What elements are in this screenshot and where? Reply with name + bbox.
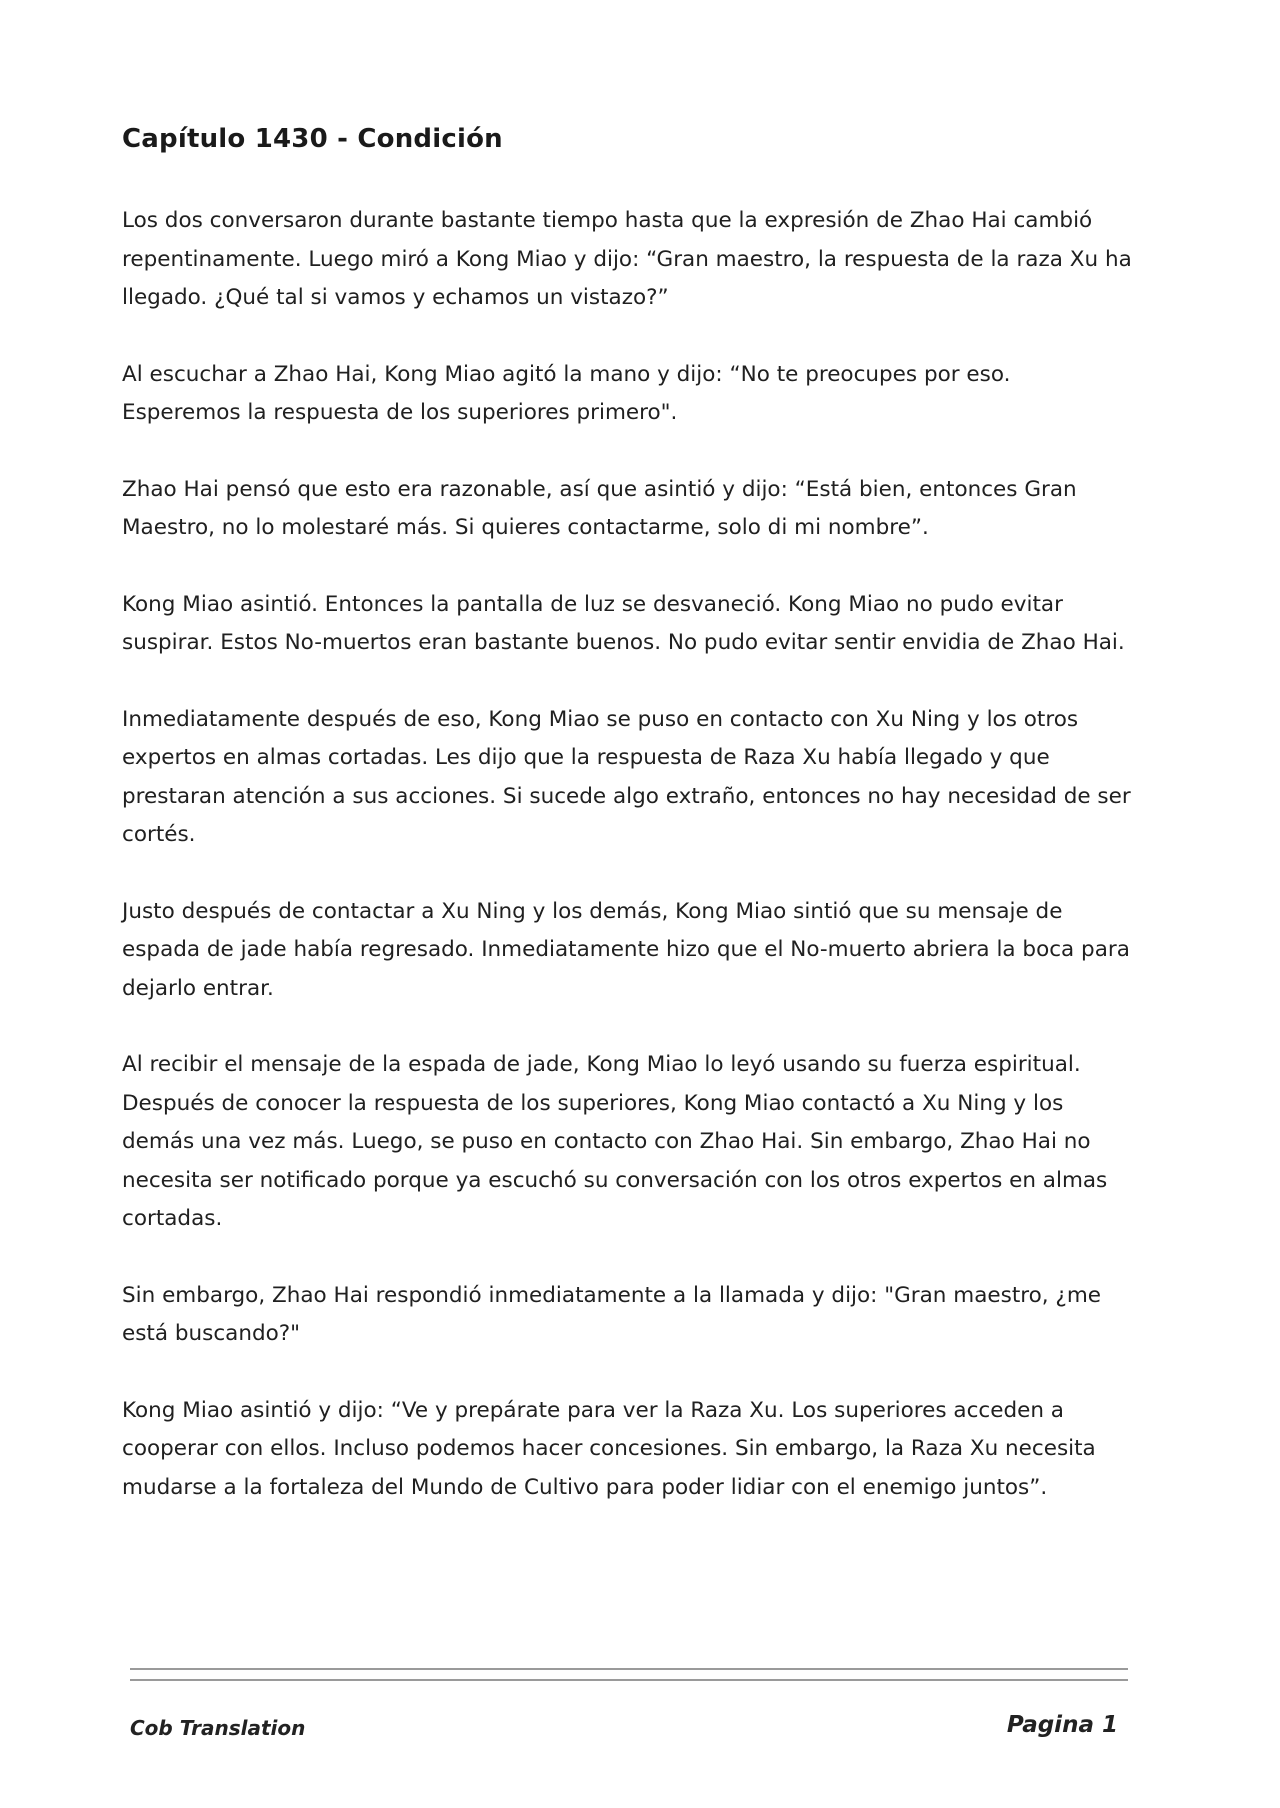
paragraph-8: Sin embargo, Zhao Hai respondió inmediatamente a la llamada y dijo: "Gran maestro, ¿me está buscando?"	[122, 1282, 1102, 1346]
chapter-title: Capítulo 1430 - Condición	[122, 124, 503, 154]
paragraph-2: Al escuchar a Zhao Hai, Kong Miao agitó la mano y dijo: “No te preocupes por eso. Esperemos la respuesta de los superiores primero".	[122, 361, 1011, 425]
chapter-body	[122, 202, 1132, 1545]
paragraph-9: Kong Miao asintió y dijo: “Ve y prepárate para ver la Raza Xu. Los superiores acceden a cooperar con ellos. Incluso podemos hacer concesiones. Sin embargo, la Raza Xu necesita mudarse a la fortaleza del Mundo de Cultivo para poder lidiar con el enemigo juntos”.	[122, 1397, 1096, 1500]
footer-divider-bottom	[130, 1679, 1128, 1681]
paragraph-3: Zhao Hai pensó que esto era razonable, así que asintió y dijo: “Está bien, entonces Gran Maestro, no lo molestaré más. Si quieres contactarme, solo di mi nombre”.	[122, 476, 1077, 540]
paragraph-5: Inmediatamente después de eso, Kong Miao se puso en contacto con Xu Ning y los otros expertos en almas cortadas. Les dijo que la respuesta de Raza Xu había llegado y que prestaran atención a sus acciones. Si sucede algo extraño, entonces no hay necesidad de ser cortés.	[122, 706, 1131, 847]
footer-translator: Cob Translation	[130, 1716, 306, 1740]
paragraph-6: Justo después de contactar a Xu Ning y los demás, Kong Miao sintió que su mensaje de espada de jade había regresado. Inmediatamente hizo que el No-muerto abriera la boca para dejarlo entrar.	[122, 898, 1130, 1001]
paragraph-4: Kong Miao asintió. Entonces la pantalla de luz se desvaneció. Kong Miao no pudo evitar suspirar. Estos No-muertos eran bastante buenos. No pudo evitar sentir envidia de Zhao Hai.	[122, 591, 1125, 655]
footer-divider-top	[130, 1668, 1128, 1670]
footer-page-number	[1007, 1712, 1118, 1738]
paragraph-7: Al recibir el mensaje de la espada de jade, Kong Miao lo leyó usando su fuerza espiritual. Después de conocer la respuesta de los superiores, Kong Miao contactó a Xu Ning y los demás una vez más. Luego, se puso en contacto con Zhao Hai. Sin embargo, Zhao Hai no necesita ser notificado porque ya escuchó su conversación con los otros expertos en almas cortadas.	[122, 1052, 1108, 1231]
page-label: Pagina	[1006, 1712, 1094, 1738]
paragraph-1: Los dos conversaron durante bastante tiempo hasta que la expresión de Zhao Hai cambió repentinamente. Luego miró a Kong Miao y dijo: “Gran maestro, la respuesta de la raza Xu ha llegado. ¿Qué tal si vamos y echamos un vistazo?”	[122, 208, 1132, 310]
page-number: 1	[1101, 1712, 1118, 1738]
